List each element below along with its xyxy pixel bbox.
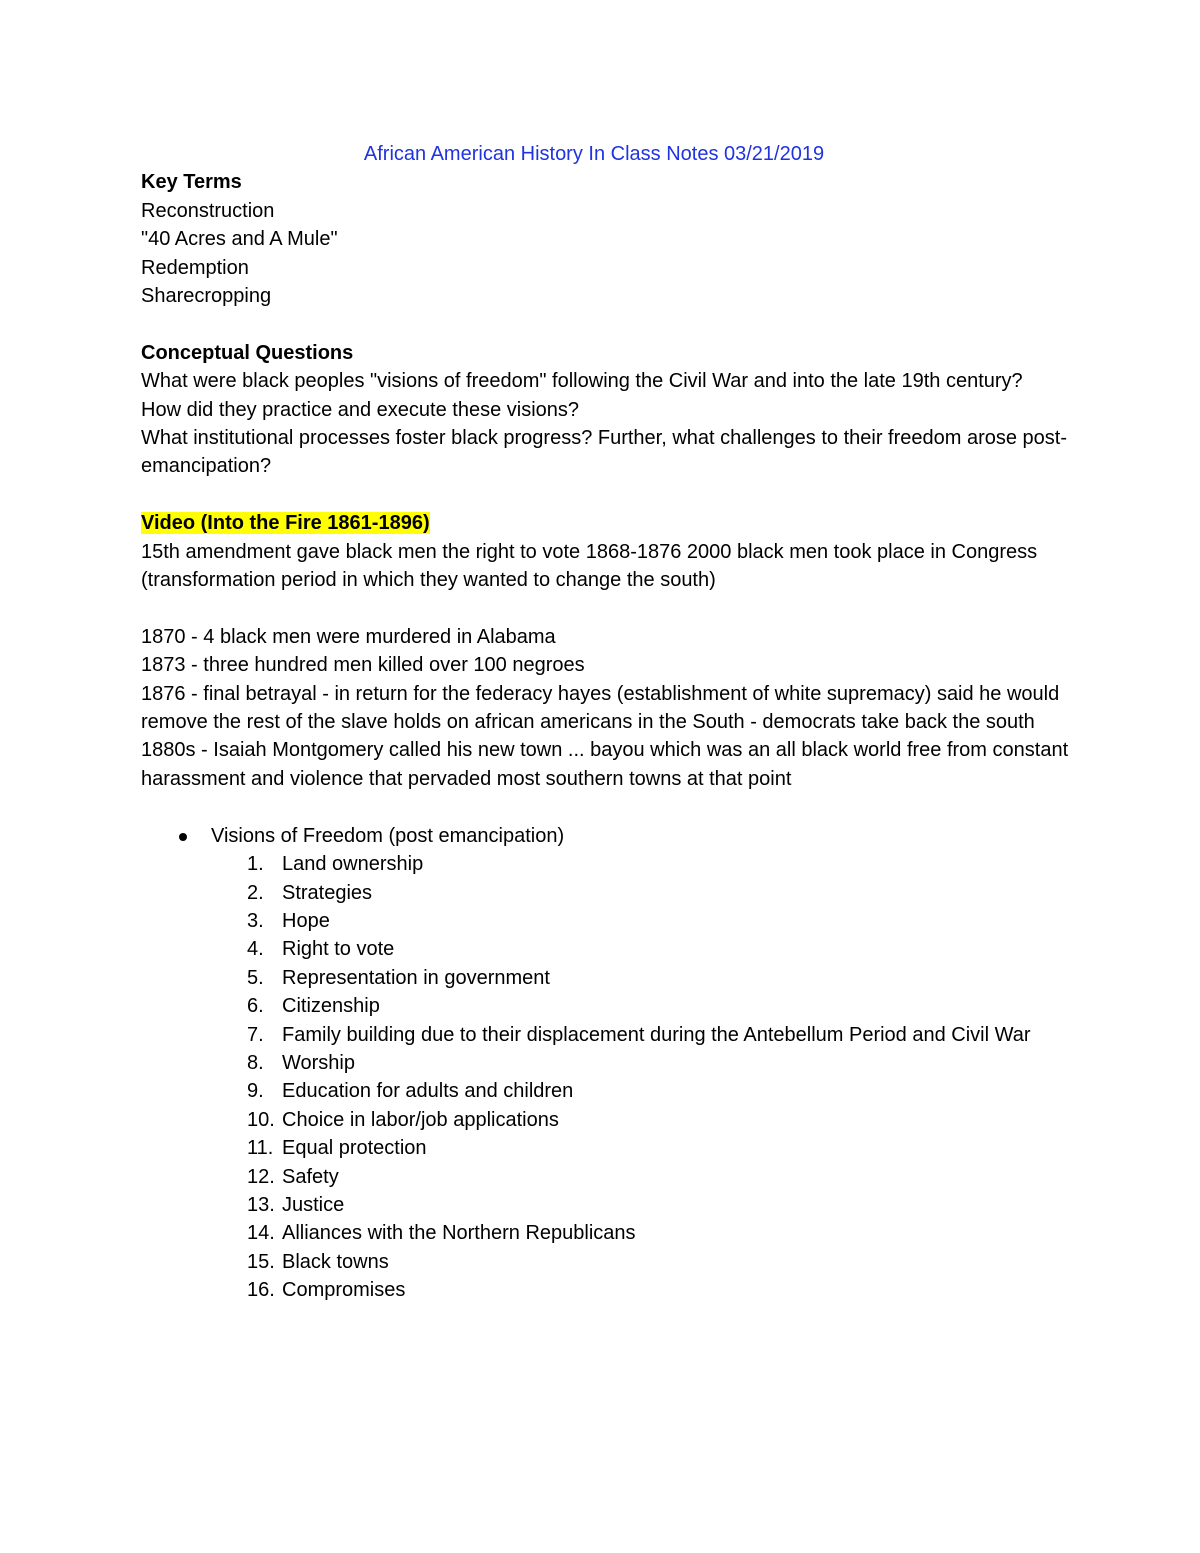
video-intro: 15th amendment gave black men the right to vote 1868-1876 2000 black men took place in Congress (transformation period in which they wanted to change the south): [141, 540, 1038, 592]
list-item-text: Safety: [282, 1165, 339, 1188]
list-item: [141, 1248, 1071, 1276]
visions-numbered-list: [141, 850, 1071, 1305]
list-number: 6.: [247, 995, 264, 1018]
list-item: [141, 964, 1071, 992]
list-item-text: Citizenship: [282, 995, 380, 1018]
list-item: [141, 822, 1071, 850]
list-item-text: Alliances with the Northern Republicans: [282, 1222, 636, 1245]
list-item-text: Right to vote: [282, 938, 395, 961]
list-item: [141, 1163, 1071, 1191]
list-item: [141, 850, 1071, 878]
list-number: 13.: [247, 1193, 275, 1216]
list-number: 1.: [247, 853, 264, 876]
timeline-entry: 1873 - three hundred men killed over 100 negroes: [141, 654, 585, 677]
list-item: [141, 1219, 1071, 1247]
key-term-item: Redemption: [141, 256, 249, 279]
list-item-text: Worship: [282, 1051, 355, 1074]
list-number: 10.: [247, 1108, 275, 1131]
list-item: [141, 907, 1071, 935]
list-number: 5.: [247, 966, 264, 989]
list-number: 2.: [247, 881, 264, 904]
list-number: 16.: [247, 1279, 275, 1302]
video-heading: Video (Into the Fire 1861-1896): [141, 512, 430, 535]
list-item-text: Land ownership: [282, 853, 424, 876]
key-term-item: Reconstruction: [141, 199, 275, 222]
list-item: [141, 1106, 1071, 1134]
video-heading-line: [141, 509, 1071, 537]
key-term-item: "40 Acres and A Mule": [141, 228, 338, 251]
key-terms-heading: Key Terms: [141, 171, 242, 194]
spacer: [141, 310, 1071, 338]
visions-list: [141, 822, 1071, 850]
visions-bullet-label: Visions of Freedom (post emancipation): [211, 824, 565, 847]
list-item-text: Strategies: [282, 881, 373, 904]
list-item: [141, 1077, 1071, 1105]
list-item: [141, 935, 1071, 963]
question-item: What institutional processes foster black progress? Further, what challenges to their freedom arose post-emancipation?: [141, 427, 1068, 478]
list-number: 15.: [247, 1250, 275, 1273]
question-item: How did they practice and execute these visions?: [141, 398, 580, 421]
bullet-icon: [179, 833, 187, 841]
list-item-text: Equal protection: [282, 1137, 427, 1160]
list-number: 9.: [247, 1080, 264, 1103]
spacer: [141, 594, 1071, 622]
list-number: 11.: [247, 1137, 274, 1160]
list-number: 14.: [247, 1222, 275, 1245]
question-item: What were black peoples "visions of freedom" following the Civil War and into the late 19th century?: [141, 370, 1023, 393]
conceptual-questions-heading: Conceptual Questions: [141, 341, 354, 364]
list-item-text: Black towns: [282, 1250, 389, 1273]
list-item-text: Choice in labor/job applications: [282, 1108, 559, 1131]
list-item: [141, 879, 1071, 907]
timeline-entry: 1870 - 4 black men were murdered in Alabama: [141, 625, 556, 648]
spacer: [141, 481, 1071, 509]
timeline-entry: 1876 - final betrayal - in return for the federacy hayes (establishment of white supremacy) said he would remove the rest of the slave holds on african americans in the South - democrats take back the south: [141, 682, 1060, 734]
list-number: 12.: [247, 1165, 275, 1188]
list-number: 3.: [247, 909, 264, 932]
list-item-text: Education for adults and children: [282, 1080, 574, 1103]
list-item: [141, 992, 1071, 1020]
list-item-text: Hope: [282, 909, 330, 932]
list-item-text: Representation in government: [282, 966, 550, 989]
list-number: 8.: [247, 1051, 264, 1074]
list-item: [141, 1049, 1071, 1077]
list-number: 7.: [247, 1023, 264, 1046]
list-number: 4.: [247, 938, 264, 961]
list-item-text: Justice: [282, 1193, 345, 1216]
document-page: [141, 140, 1071, 1305]
timeline-entry: 1880s - Isaiah Montgomery called his new town ... bayou which was an all black world free from constant harassment and violence that pervaded most southern towns at that point: [141, 739, 1069, 790]
list-item: [141, 1021, 1071, 1049]
list-item: [141, 1134, 1071, 1162]
list-item: [141, 1276, 1071, 1304]
spacer: [141, 793, 1071, 821]
document-title: African American History In Class Notes 03/21/2019: [363, 143, 825, 165]
list-item-text: Compromises: [282, 1279, 406, 1302]
key-term-item: Sharecropping: [141, 285, 272, 308]
list-item-text: Family building due to their displacement during the Antebellum Period and Civil War: [282, 1023, 1031, 1046]
list-item: [141, 1191, 1071, 1219]
